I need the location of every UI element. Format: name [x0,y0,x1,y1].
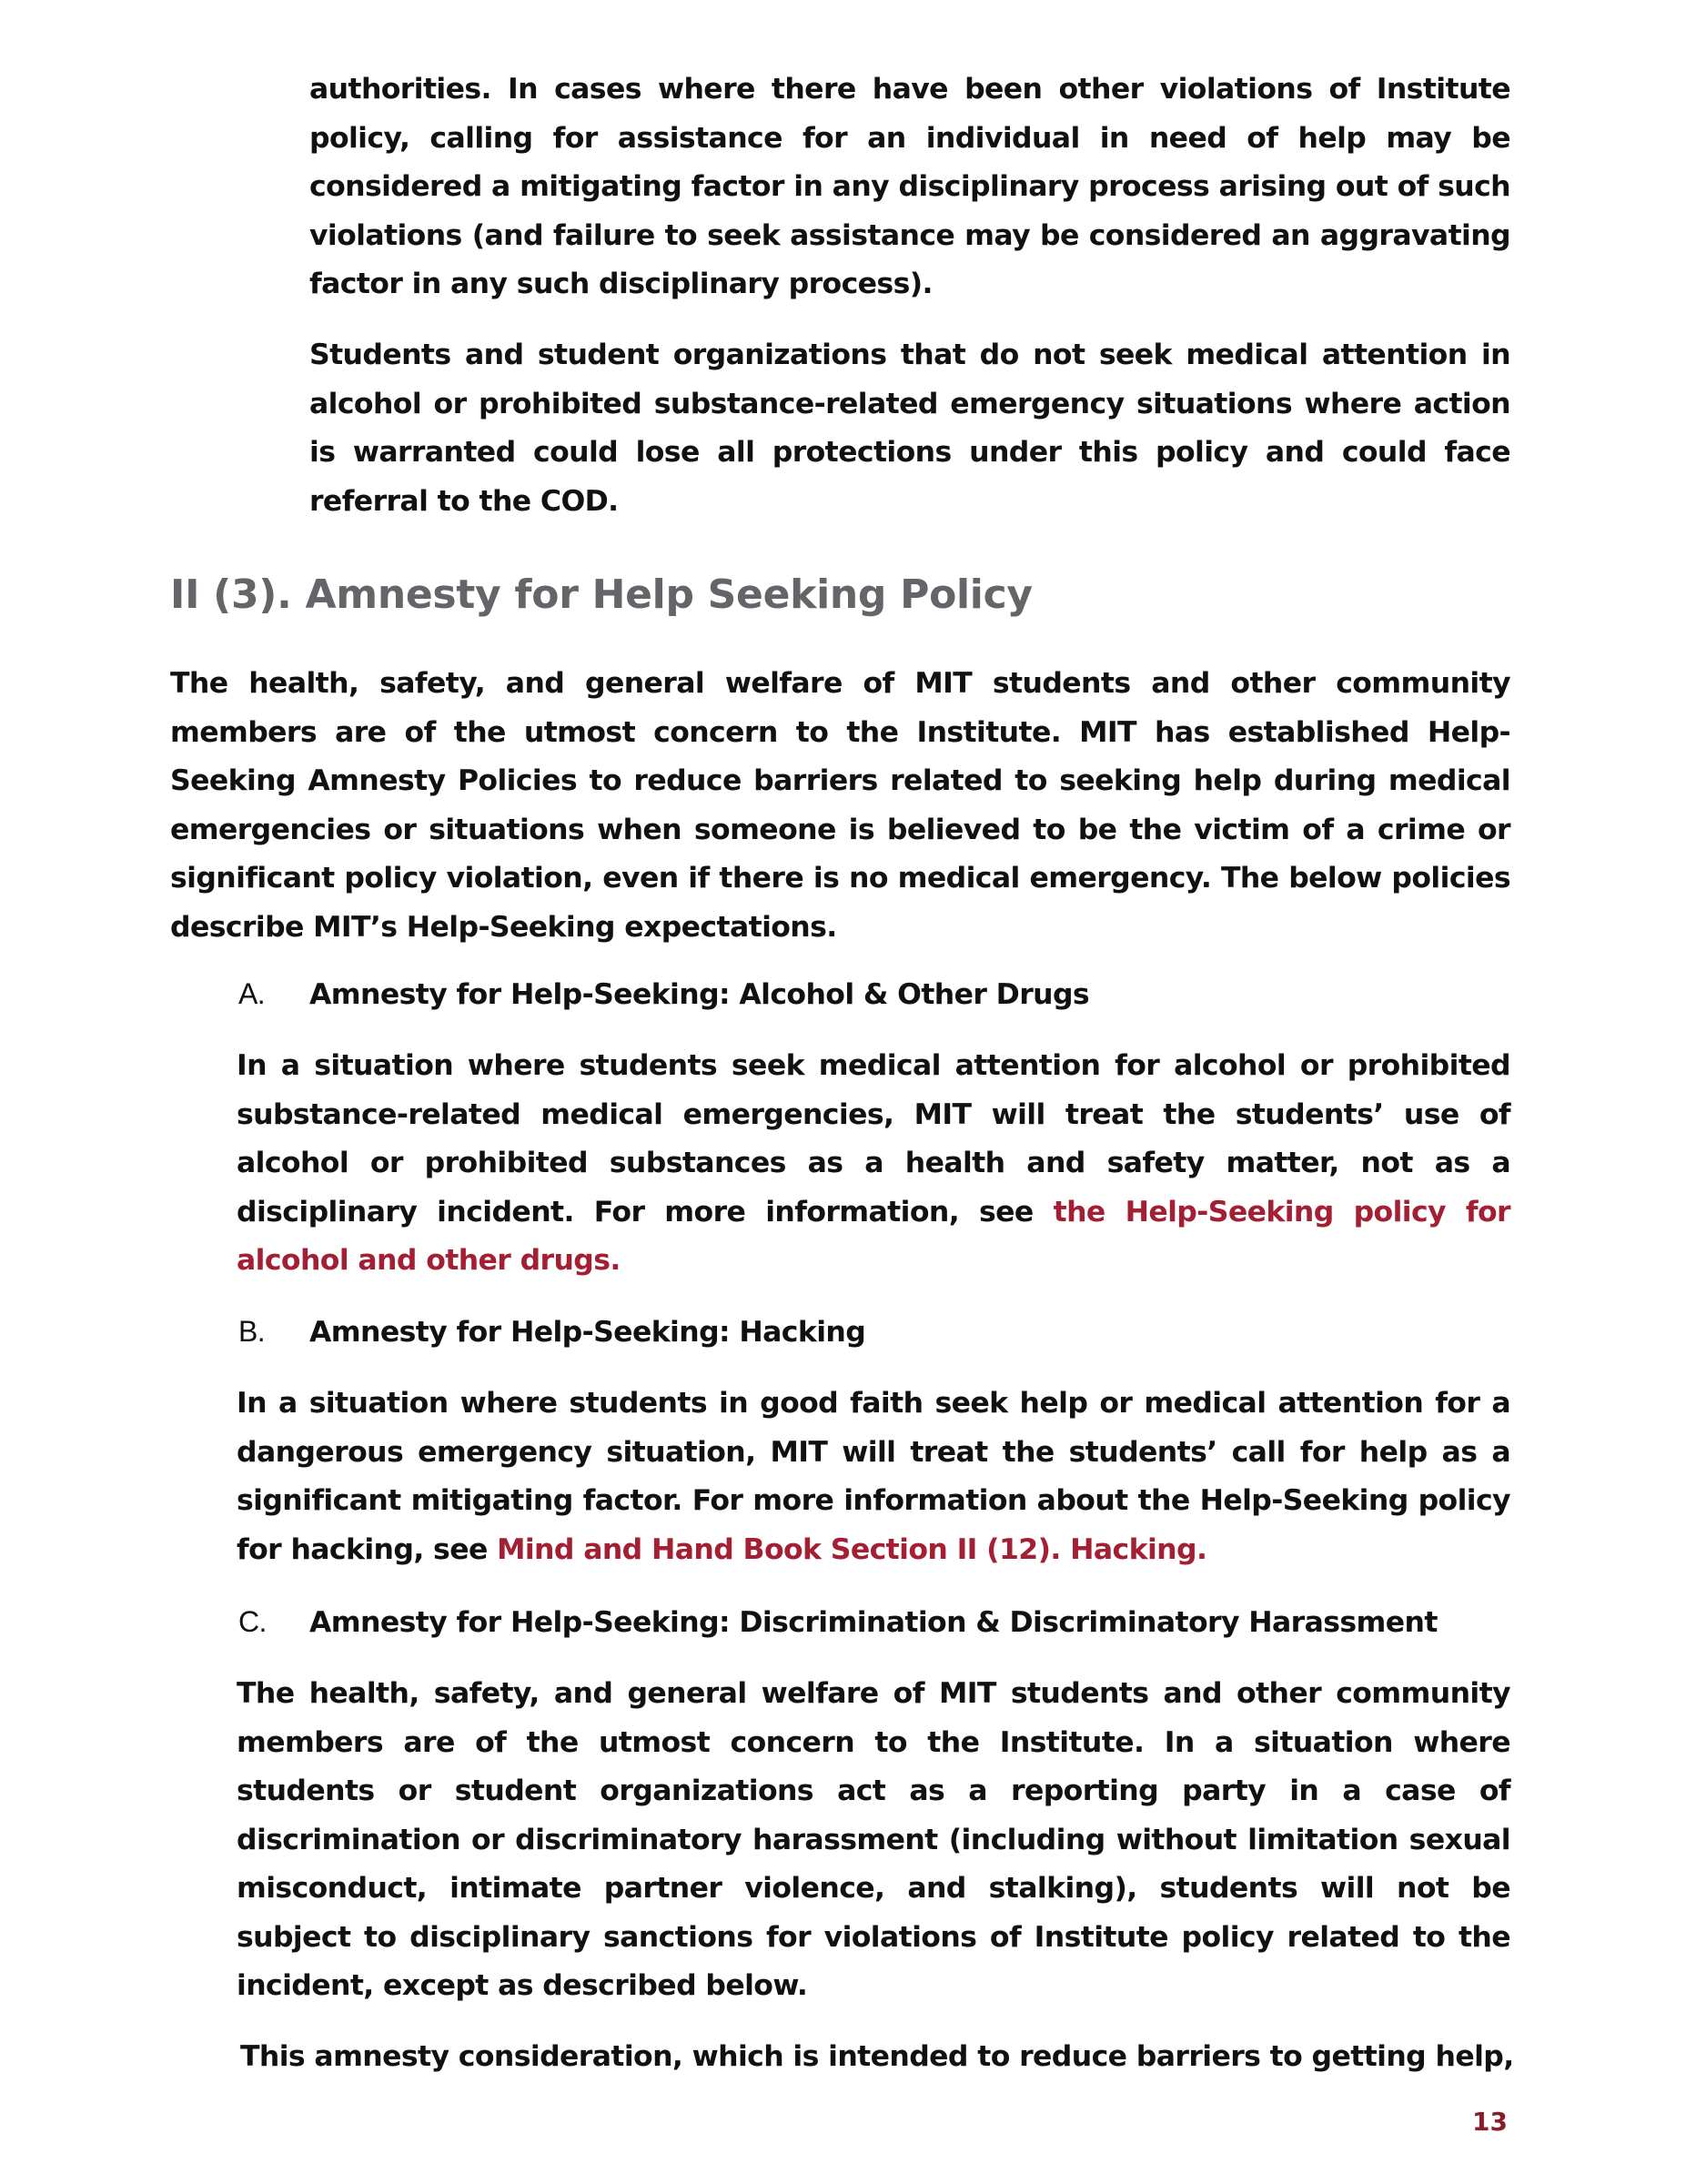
subsection-a-paragraph [237,1042,1510,1286]
section-intro-paragraph: The health, safety, and general welfare of MIT students and other community members are of the utmost concern to the Institute. MIT has established Help-Seeking Amnesty Policies to reduce barriers related to seeking help during medical emergencies or situations when someone is believed to be the victim of a crime or significant policy violation, even if there is no medical emergency. The below policies describe MIT’s Help-Seeking expectations. [170,667,1510,944]
subsection-a-title: Amnesty for Help-Seeking: Alcohol & Other Drugs [309,978,1090,1011]
subsection-b-text: In a situation where students in good faith seek help or medical attention for a dangerous emergency situation, MIT will treat the students’ call for help as a significant mitigating factor. For more information about the Help-Seeking policy for hacking, see [237,1387,1510,1566]
subsection-a-heading [238,970,1512,1020]
continuation-paragraph-2: Students and student organizations that do not seek medical attention in alcohol or prohibited substance-related emergency situations where action is warranted could lose all protections under this policy and could face referral to the COD. [309,339,1510,518]
subsection-a-text: In a situation where students seek medical attention for alcohol or prohibited substance-related medical emergencies, MIT will treat the students’ use of alcohol or prohibited substances as a health and safety matter, not as a disciplinary incident. For more information, see [237,1049,1510,1228]
subsection-c-paragraph-2: This amnesty consideration, which is intended to reduce barriers to getting help, [240,2040,1514,2073]
section-heading: II (3). Amnesty for Help Seeking Policy [170,571,1033,618]
continuation-paragraph-1: authorities. In cases where there have been other violations of Institute policy, calling for assistance for an individual in need of help may be considered a mitigating factor in any disciplinary process arising out of such violations (and failure to seek assistance may be considered an aggravating factor in any such disciplinary process). [309,73,1510,300]
subsection-a-letter: A. [238,977,266,1010]
hacking-section-link[interactable]: Mind and Hand Book Section II (12). Hacking. [497,1532,1207,1566]
subsection-b-heading [238,1308,1512,1358]
subsection-c-heading [238,1598,1512,1648]
subsection-c-letter: C. [238,1605,267,1638]
subsection-c-title: Amnesty for Help-Seeking: Discrimination & Discriminatory Harassment [309,1606,1438,1639]
page-number: 13 [1472,2107,1508,2137]
subsection-b-letter: B. [238,1315,266,1348]
subsection-b-paragraph [237,1380,1510,1574]
alcohol-drugs-policy-link[interactable]: the Help-Seeking policy for alcohol and other drugs. [237,1195,1510,1277]
subsection-c-paragraph: The health, safety, and general welfare of MIT students and other community members are of the utmost concern to the Institute. In a situation where students or student organizations act as a reporting party in a case of discrimination or discriminatory harassment (including without limitation sexual misconduct, intimate partner violence, and stalking), students will not be subject to disciplinary sanctions for violations of Institute policy related to the incident, except as described below. [237,1677,1510,2002]
subsection-b-title: Amnesty for Help-Seeking: Hacking [309,1316,866,1349]
